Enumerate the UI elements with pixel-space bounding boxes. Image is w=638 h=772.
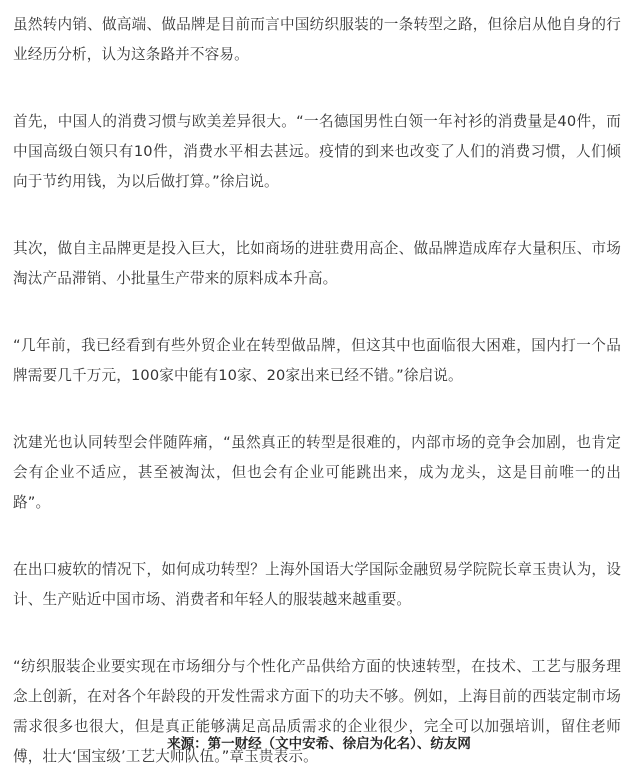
article-paragraph: 沈建光也认同转型会伴随阵痛，“虽然真正的转型是很难的，内部市场的竞争会加剧，也肯定会有企业不适应，甚至被淘汰，但也会有企业可能跳出来，成为龙头，这是目前唯一的出路”。 xyxy=(13,434,621,511)
paragraph-spacer xyxy=(13,518,621,555)
paragraph-spacer xyxy=(13,391,621,428)
source-attribution: 来源：第一财经（文中安希、徐启为化名）、纺友网 xyxy=(167,736,471,752)
article-paragraph: 虽然转内销、做高端、做品牌是目前而言中国纺织服装的一条转型之路，但徐启从他自身的行业经历分析，认为这条路并不容易。 xyxy=(13,16,621,63)
article-paragraph: 在出口疲软的情况下，如何成功转型？上海外国语大学国际金融贸易学院院长章玉贵认为，设计、生产贴近中国市场、消费者和年轻人的服装越来越重要。 xyxy=(13,561,621,608)
paragraph-spacer xyxy=(13,294,621,331)
paragraph-spacer xyxy=(13,70,621,107)
article-paragraph: “纺织服装企业要实现在市场细分与个性化产品供给方面的快速转型，在技术、工艺与服务理念上创新，在对各个年龄段的开发性需求方面下的功夫不够。例如，上海目前的西装定制市场需求很多也很大，但是真正能够满足高品质需求的企业很少，完全可以加强培训，留住老师傅，壮大‘国宝级’工艺大师队伍。”章玉贵表示。 xyxy=(13,658,621,765)
article-paragraph: 其次，做自主品牌更是投入巨大，比如商场的进驻费用高企、做品牌造成库存大量积压、市场淘汰产品滞销、小批量生产带来的原料成本升高。 xyxy=(13,240,621,287)
article-body xyxy=(13,10,621,772)
article-paragraph: 首先，中国人的消费习惯与欧美差异很大。“一名德国男性白领一年衬衫的消费量是40件，而中国高级白领只有10件，消费水平相去甚远。疫情的到来也改变了人们的消费习惯，人们倾向于节约用钱，为以后做打算。”徐启说。 xyxy=(13,113,621,190)
paragraph-spacer xyxy=(13,197,621,234)
article-paragraph: “几年前，我已经看到有些外贸企业在转型做品牌，但这其中也面临很大困难，国内打一个品牌需要几千万元，100家中能有10家、20家出来已经不错。”徐启说。 xyxy=(13,337,621,384)
paragraph-spacer xyxy=(13,615,621,652)
